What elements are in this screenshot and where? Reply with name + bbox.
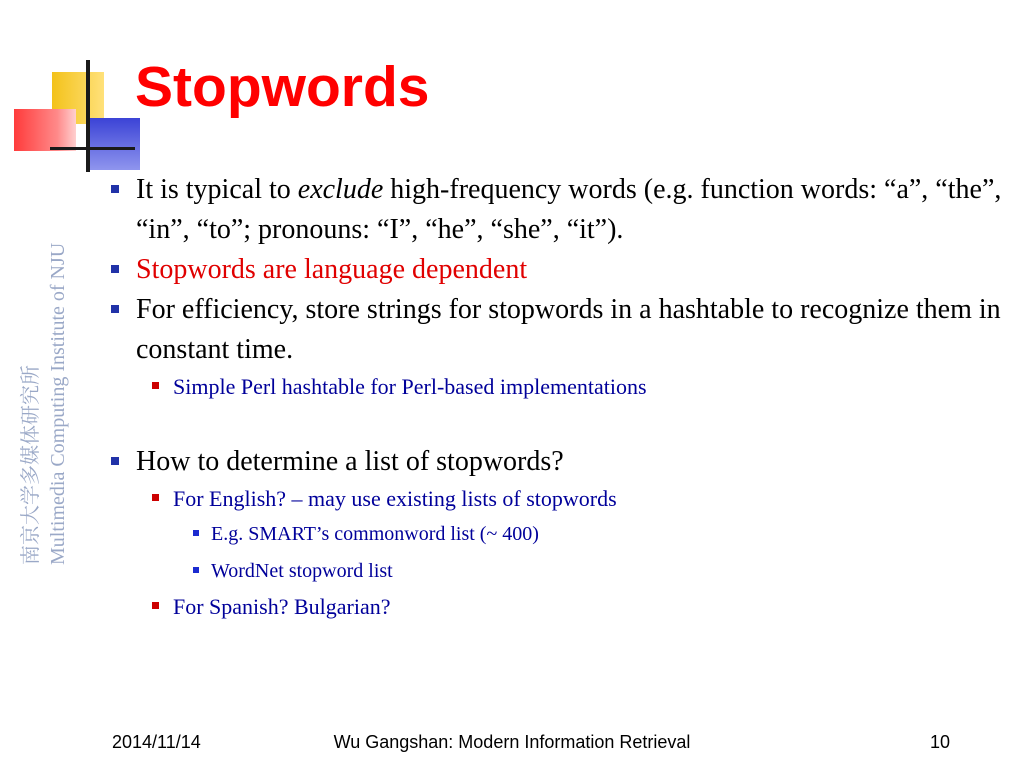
logo-blue-square bbox=[88, 118, 140, 170]
bullet-text: How to determine a list of stopwords? bbox=[136, 446, 564, 477]
sub-bullet-marker bbox=[152, 382, 159, 389]
sub-sub-bullet-text: E.g. SMART’s commonword list (~ 400) bbox=[211, 523, 539, 545]
sub-bullet-text: For Spanish? Bulgarian? bbox=[173, 594, 391, 619]
sub-bullet-marker bbox=[152, 494, 159, 501]
sub-bullet-text: For English? – may use existing lists of stopwords bbox=[173, 486, 617, 511]
bullet-list bbox=[108, 170, 1008, 624]
sub-bullet-item bbox=[108, 482, 1008, 516]
bullet-marker bbox=[111, 265, 119, 273]
bullet-item bbox=[108, 290, 1008, 370]
bullet-text-emphasis: exclude bbox=[297, 174, 384, 205]
bullet-item bbox=[108, 170, 1008, 250]
bullet-text-suffix: high-frequency words (e.g. function words: “a”, “the”, “in”, “to”; pronouns: “I”, “he”, “she”, “it”). bbox=[136, 174, 1002, 245]
sub-sub-bullet-marker bbox=[193, 530, 199, 536]
institute-sidebar bbox=[18, 185, 74, 565]
footer-date: 2014/11/14 bbox=[112, 732, 201, 752]
sub-bullet-item bbox=[108, 590, 1008, 624]
sub-bullet-item bbox=[108, 370, 1008, 404]
bullet-item bbox=[108, 250, 1008, 290]
spacer bbox=[108, 404, 1008, 442]
bullet-text: Stopwords are language dependent bbox=[136, 254, 528, 285]
sub-sub-bullet-item bbox=[108, 516, 1008, 553]
sub-sub-bullet-item bbox=[108, 553, 1008, 590]
sub-bullet-marker bbox=[152, 602, 159, 609]
logo-red-square bbox=[14, 109, 76, 151]
bullet-marker bbox=[111, 457, 119, 465]
bullet-item bbox=[108, 442, 1008, 482]
bullet-marker bbox=[111, 185, 119, 193]
institute-name-chinese: 南京大学多媒体研究所 bbox=[20, 365, 42, 565]
footer-page-number: 10 bbox=[930, 732, 951, 752]
bullet-text-prefix: It is typical to bbox=[136, 174, 298, 205]
institute-name-english: Multimedia Computing Institute of NJU bbox=[47, 242, 69, 565]
bullet-text: For efficiency, store strings for stopwords in a hashtable to recognize them in constant time. bbox=[136, 294, 1001, 365]
bullet-marker bbox=[111, 305, 119, 313]
sub-sub-bullet-marker bbox=[193, 567, 199, 573]
logo-vertical-line bbox=[86, 60, 90, 172]
logo-horizontal-line bbox=[50, 147, 135, 150]
sub-bullet-text: Simple Perl hashtable for Perl-based implementations bbox=[173, 374, 647, 399]
sub-sub-bullet-text: WordNet stopword list bbox=[211, 560, 393, 582]
footer-title: Wu Gangshan: Modern Information Retrieval bbox=[333, 732, 691, 752]
slide-title: Stopwords bbox=[135, 55, 430, 119]
